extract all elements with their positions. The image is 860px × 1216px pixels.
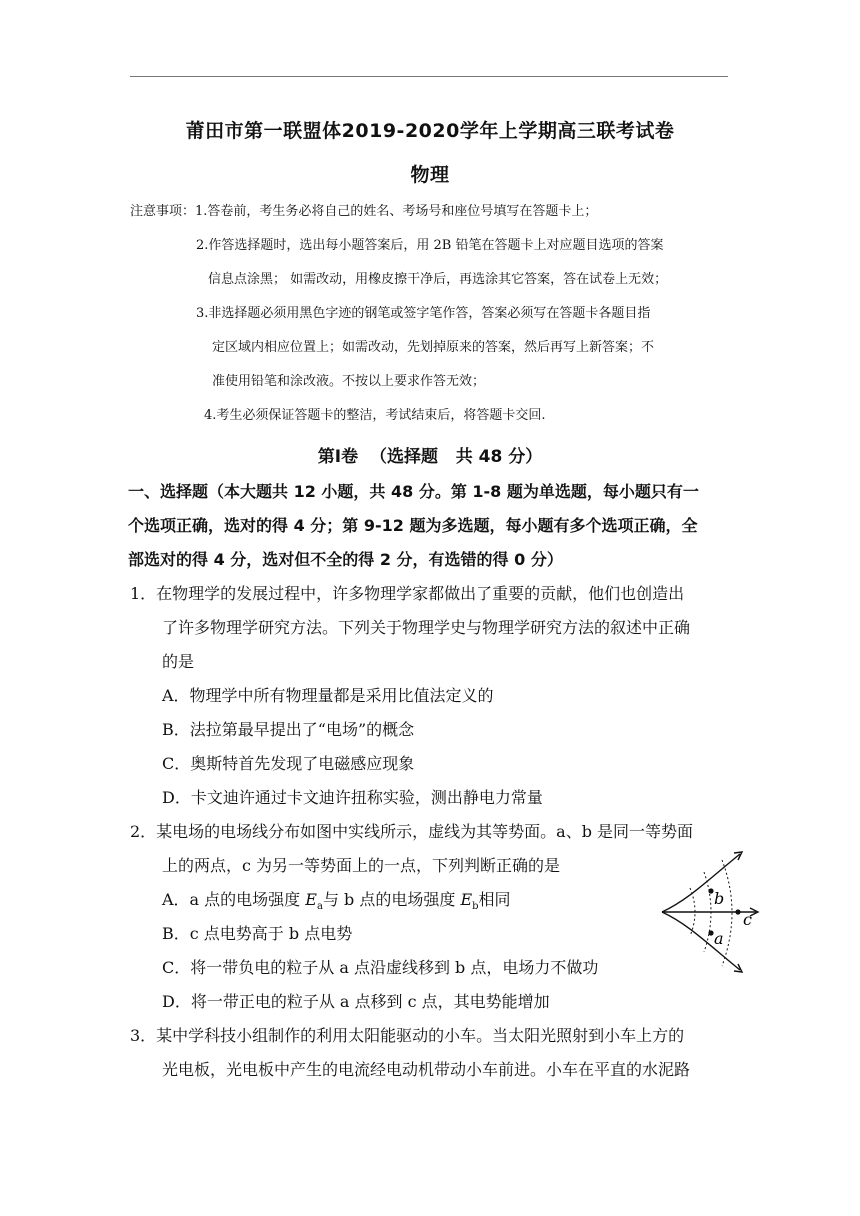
question-2-option-d: D．将一带正电的粒子从 a 点移到 c 点，其电势能增加: [162, 992, 550, 1011]
field-line-bottom: [662, 912, 740, 970]
notice-head: 注意事项：1.答卷前，考生务必将自己的姓名、考场号和座位号填写在答题卡上；: [130, 204, 598, 219]
part-1-instructions-line-1: 一、选择题（本大题共 12 小题，共 48 分。第 1-8 题为单选题，每小题只有一: [128, 482, 699, 501]
question-3-line-2: 光电板，光电板中产生的电流经电动机带动小车前进。小车在平直的水泥路: [162, 1060, 691, 1079]
field-line-top: [662, 854, 740, 912]
point-c: [735, 909, 740, 914]
section-1-title: 第Ⅰ卷 （选择题 共 48 分）: [317, 447, 543, 467]
notice-item-2-line-2: 信息点涂黑； 如需改动，用橡皮擦干净后，再选涂其它答案，答在试卷上无效；: [208, 272, 668, 287]
question-2-option-b: B．c 点电势高于 b 点电势: [162, 924, 353, 943]
equipotential-line-3: [722, 860, 732, 966]
header-rule: [130, 76, 728, 77]
question-2-line-2: 上的两点，c 为另一等势面上的一点，下列判断正确的是: [162, 856, 561, 875]
question-1-line-2: 了许多物理学研究方法。下列关于物理学史与物理学研究方法的叙述中正确: [162, 618, 691, 637]
question-2-option-c: C．将一带负电的粒子从 a 点沿虚线移到 b 点，电场力不做功: [162, 958, 599, 977]
question-1-line-1: 1．在物理学的发展过程中，许多物理学家都做出了重要的贡献，他们也创造出: [130, 584, 685, 603]
question-1-line-3: 的是: [162, 652, 195, 671]
question-1-option-c: C．奥斯特首先发现了电磁感应现象: [162, 754, 415, 773]
point-a: [708, 930, 713, 935]
question-2-option-a: A．a 点的电场强度 $E_a$与 b 点的电场强度 $E_b$相同: [162, 890, 511, 913]
notice-item-4: 4.考生必须保证答题卡的整洁，考试结束后，将答题卡交回.: [204, 408, 546, 423]
notice-item-3-line-1: 3.非选择题必须用黑色字迹的钢笔或签字笔作答，答案必须写在答题卡各题目指: [196, 306, 651, 321]
notice-item-3-line-2: 定区域内相应位置上；如需改动，先划掉原来的答案，然后再写上新答案；不: [212, 340, 655, 355]
point-b: [708, 888, 713, 893]
question-3-line-1: 3．某中学科技小组制作的利用太阳能驱动的小车。当太阳光照射到小车上方的: [130, 1026, 685, 1045]
label-b: b: [714, 889, 725, 908]
notice-item-3-line-3: 准使用铅笔和涂改液。不按以上要求作答无效；: [212, 374, 486, 389]
part-1-instructions-line-3: 部选对的得 4 分，选对但不全的得 2 分，有选错的得 0 分）: [128, 550, 563, 569]
part-1-instructions-line-2: 个选项正确，选对的得 4 分；第 9-12 题为多选题，每小题有多个选项正确，全: [128, 516, 698, 535]
label-c: c: [743, 910, 752, 929]
electric-field-figure: [660, 850, 760, 975]
question-1-option-d: D．卡文迪许通过卡文迪许扭称实验，测出静电力常量: [162, 788, 543, 807]
exam-title: 莆田市第一联盟体2019-2020学年上学期高三联考试卷: [185, 120, 675, 142]
subject-title: 物理: [410, 164, 450, 186]
notice-item-2-line-1: 2.作答选择题时，选出每小题答案后，用 2B 铅笔在答题卡上对应题目选项的答案: [196, 238, 664, 253]
question-1-option-b: B．法拉第最早提出了“电场”的概念: [162, 720, 415, 739]
question-2-line-1: 2．某电场的电场线分布如图中实线所示，虚线为其等势面。a、b 是同一等势面: [130, 822, 694, 841]
label-a: a: [714, 929, 724, 948]
question-1-option-a: A．物理学中所有物理量都是采用比值法定义的: [162, 686, 494, 705]
